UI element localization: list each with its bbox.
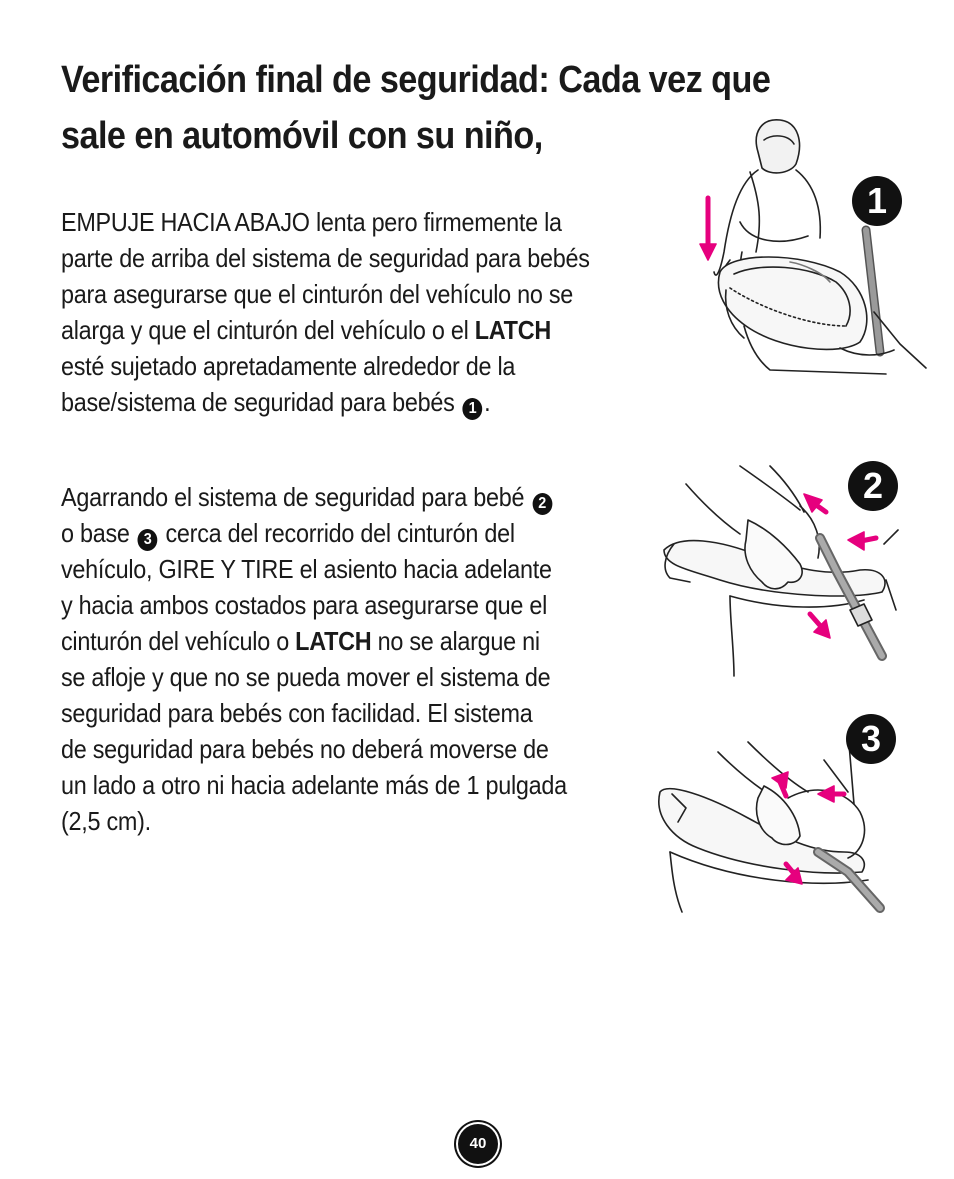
text-line: parte de arriba del sistema de seguridad para bebés xyxy=(61,243,590,273)
text-segment: o base xyxy=(61,518,136,548)
page-title xyxy=(61,52,781,164)
push-down-illustration xyxy=(690,112,930,382)
step-1-reference-badge: 1 xyxy=(463,398,483,420)
step-3-badge: 3 xyxy=(846,714,896,764)
text-line: (2,5 cm). xyxy=(61,806,151,836)
step-2-badge: 2 xyxy=(848,461,898,511)
text-line: esté sujetado apretadamente alrededor de la xyxy=(61,351,516,381)
title-line-1: Verificación final de seguridad: Cada vez que xyxy=(61,59,771,101)
text-line: seguridad para bebés con facilidad. El sistema xyxy=(61,698,533,728)
text-segment: cerca del recorrido del cinturón del xyxy=(159,518,515,548)
page-number: 40 xyxy=(458,1124,498,1164)
text-line: EMPUJE HACIA ABAJO lenta pero firmemente la xyxy=(61,207,562,237)
text-line xyxy=(61,384,646,420)
step-1-badge: 1 xyxy=(852,176,902,226)
instruction-paragraph-1 xyxy=(61,204,646,420)
latch-term: LATCH xyxy=(295,626,372,656)
text-line: y hacia ambos costados para asegurarse que el xyxy=(61,590,548,620)
text-line: se afloje y que no se pueda mover el sistema de xyxy=(61,662,551,692)
text-line: de seguridad para bebés no deberá moverse de xyxy=(61,734,549,764)
title-line-2: sale en automóvil con su niño, xyxy=(61,115,543,157)
latch-term: LATCH xyxy=(474,315,551,345)
text-line xyxy=(61,623,637,659)
text-line: un lado a otro ni hacia adelante más de 1 pulgada xyxy=(61,770,567,800)
text-line xyxy=(61,479,637,515)
instruction-paragraph-2 xyxy=(61,479,637,839)
text-segment: . xyxy=(484,387,491,417)
text-line xyxy=(61,515,637,551)
text-segment: no se alargue ni xyxy=(371,626,540,656)
text-segment: Agarrando el sistema de seguridad para bebé xyxy=(61,482,531,512)
step-3-reference-badge: 3 xyxy=(138,529,158,551)
text-segment: base/sistema de seguridad para bebés xyxy=(61,387,461,417)
step-2-reference-badge: 2 xyxy=(532,493,552,515)
text-segment: alarga y que el cinturón del vehículo o el xyxy=(61,315,475,345)
text-line: vehículo, GIRE Y TIRE el asiento hacia adelante xyxy=(61,554,552,584)
text-line xyxy=(61,312,646,348)
text-segment: cinturón del vehículo o xyxy=(61,626,296,656)
text-line: para asegurarse que el cinturón del vehículo no se xyxy=(61,279,574,309)
